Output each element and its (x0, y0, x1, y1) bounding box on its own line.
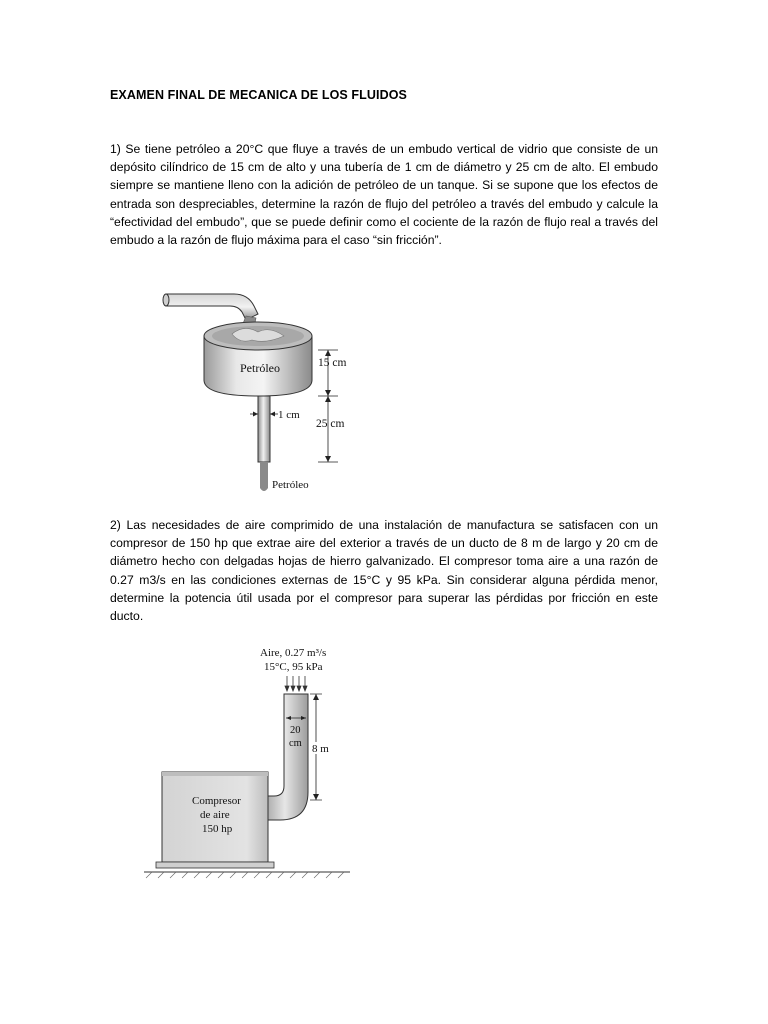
funnel-figure (162, 288, 372, 498)
compressor-label-line-1: Compresor (192, 795, 241, 807)
compressor-label-line-3: 150 hp (202, 823, 233, 835)
duct-diameter-unit: cm (289, 738, 302, 749)
pipe-height-label: 25 cm (316, 418, 345, 430)
compressor-figure (140, 642, 360, 882)
duct-diameter-value: 20 (290, 725, 301, 736)
duct-length-label: 8 m (312, 743, 329, 755)
compressor-label-line-2: de aire (200, 809, 230, 821)
inlet-pipe (166, 294, 258, 320)
page-title: EXAMEN FINAL DE MECANICA DE LOS FLUIDOS (110, 88, 407, 102)
problem-2-text: 2) Las necesidades de aire comprimido de una instalación de manufactura se satisfacen con un compresor de 150 hp que extrae aire del exterior a través de un ducto de 8 m de largo y 20 cm de diámetro hecho con delgadas hojas de hierro galvanizado. El compresor toma aire a una razón de 0.27 m3/s en las condiciones externas de 15°C y 95 kPa. Sin considerar alguna pérdida menor, determine la potencia útil usada por el compresor para superar las pérdidas por fricción en este ducto. (110, 518, 658, 624)
outlet-label: Petróleo (272, 479, 309, 491)
air-duct (266, 694, 308, 820)
reservoir-label: Petróleo (240, 361, 280, 375)
air-inlet-arrows (285, 676, 307, 691)
compressor-base (156, 862, 274, 868)
air-conditions-label: 15°C, 95 kPa (264, 661, 323, 673)
outlet-oil (260, 462, 268, 491)
pipe-diameter-label: 1 cm (278, 409, 300, 421)
air-flow-label: Aire, 0.27 m³/s (260, 647, 327, 659)
problem-1-text: 1) Se tiene petróleo a 20°C que fluye a través de un embudo vertical de vidrio que consiste de un depósito cilíndrico de 15 cm de alto y una tubería de 1 cm de diámetro y 25 cm de alto. El embudo siempre se mantiene lleno con la adición de petróleo de un tanque. Si se supone que los efectos de entrada son despreciables, determine la razón de flujo del petróleo a través del embudo y calcule la “efectividad del embudo”, que se puede definir como el cociente de la razón de flujo real a través del embudo a la razón de flujo máxima para el caso “sin fricción”. (110, 142, 658, 248)
pipe (258, 396, 270, 462)
reservoir-height-label: 15 cm (318, 357, 347, 369)
